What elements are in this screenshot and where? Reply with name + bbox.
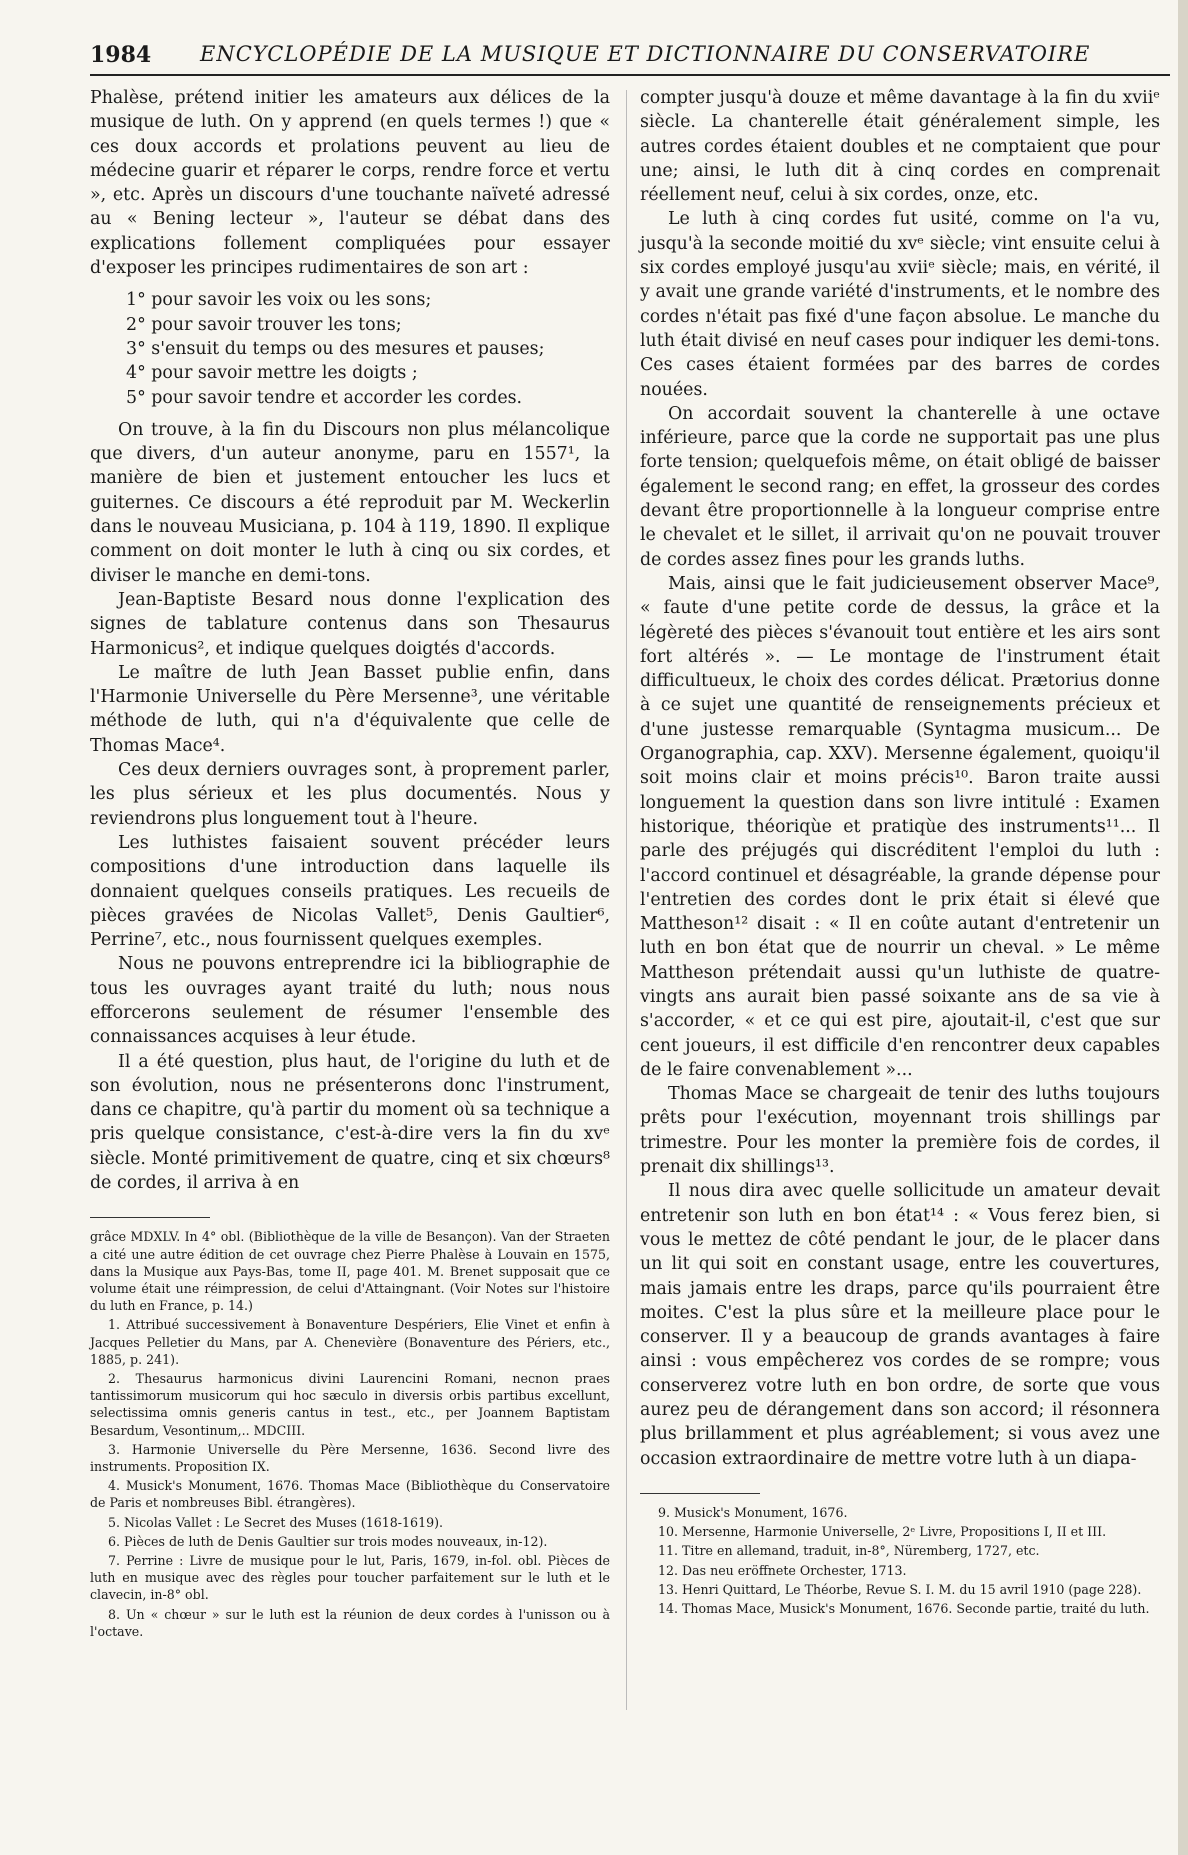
paragraph: Les luthistes faisaient souvent précéder leurs compositions d'une introduction dans laquelle ils donnaient quelques conseils pratiques. Les recueils de pièces gravées de Nicolas Vallet⁵, Denis Gaultier⁶, Perrine⁷, etc., nous fournissent quelques exemples. [90,832,610,951]
paragraph: Nous ne pouvons entreprendre ici la bibliographie de tous les ouvrages ayant traité du luth; nous nous efforcerons seulement de résumer l'ensemble des connaissances acquises à leur étude. [90,954,610,1048]
column-divider [626,90,627,1710]
footnote: 6. Pièces de luth de Denis Gaultier sur trois modes nouveaux, in-12). [108,1533,548,1549]
footnote-separator [640,1493,760,1494]
footnote: 7. Perrine : Livre de musique pour le lut, Paris, 1679, in-fol. obl. Pièces de luth en musique avec des règles pour toucher parfaitement sur le luth et le clavecin, in-8° obl. [90,1553,610,1603]
paragraph: Il a été question, plus haut, de l'origine du luth et de son évolution, nous ne présenterons donc l'instrument, dans ce chapitre, qu'à partir du moment où sa technique a pris quelque consistance, c'est-à-dire vers la fin du xvᵉ siècle. Monté primitivement de quatre, cinq et six chœurs⁸ de cordes, il arriva à en [90,1051,610,1194]
footnote: 2. Thesaurus harmonicus divini Laurencini Romani, necnon praes tantissimorum musicorum qui hoc sæculo in diversis orbis partibus excellunt, selectissima omnis generis cantus in test., etc., per Joannem Baptistam Besardum, Vesontinum,.. MDCIII. [90,1370,610,1438]
footnotes-right [640,1504,1160,1617]
list-item: 5° pour savoir tendre et accorder les cordes. [126,387,523,408]
running-title: ENCYCLOPÉDIE DE LA MUSIQUE ET DICTIONNAIRE DU CONSERVATOIRE [200,42,1091,66]
footnote: 10. Mersenne, Harmonie Universelle, 2ᵉ Livre, Propositions I, II et III. [658,1524,1107,1540]
footnote: 4. Musick's Monument, 1676. Thomas Mace (Bibliothèque du Conservatoire de Paris et nombreuses Bibl. étrangères). [90,1478,610,1511]
paragraph: compter jusqu'à douze et même davantage à la fin du xviiᵉ siècle. La chanterelle était généralement simple, les autres cordes étaient doubles et ne comptaient que pour une; ainsi, le luth dit à cinq cordes en comprenait réellement neuf, celui à six cordes, onze, etc. [640,88,1160,206]
left-column [90,86,610,1642]
page-number: 1984 [90,42,152,68]
footnote: 1. Attribué successivement à Bonaventure Despériers, Elie Vinet et enfin à Jacques Pelletier du Mans, par A. Chenevière (Bonaventure des Périers, etc., 1885, p. 241). [90,1317,610,1367]
footnote: 11. Titre en allemand, traduit, in-8°, Nüremberg, 1727, etc. [658,1543,1040,1559]
footnote: 14. Thomas Mace, Musick's Monument, 1676. Seconde partie, traité du luth. [658,1600,1150,1616]
paragraph: Ces deux derniers ouvrages sont, à proprement parler, les plus sérieux et les plus documentés. Nous y reviendrons plus longuement tout à l'heure. [90,760,610,829]
list-item: 1° pour savoir les voix ou les sons; [126,290,432,311]
paragraph: Le maître de luth Jean Basset publie enfin, dans l'Harmonie Universelle du Père Mersenne³, une véritable méthode de luth, qui n'a d'équivalente que celle de Thomas Mace⁴. [90,662,610,756]
paragraph: On trouve, à la fin du Discours non plus mélancolique que divers, d'un auteur anonyme, paru en 1557¹, la manière de bien et justement entoucher les lucs et guiternes. Ce discours a été reproduit par M. Weckerlin dans le nouveau Musiciana, p. 104 à 119, 1890. Il explique comment on doit monter le luth à cinq ou six cordes, et diviser le manche en demi-tons. [90,419,610,586]
paragraph: Thomas Mace se chargeait de tenir des luths toujours prêts pour l'exécution, moyennant trois shillings par trimestre. Pour les monter la première fois de cordes, il prenait dix shillings¹³. [640,1084,1160,1178]
footnote: grâce MDXLV. In 4° obl. (Bibliothèque de la ville de Besançon). Van der Straeten a cité une autre édition de cet ouvrage chez Pierre Phalèse à Louvain en 1575, dans la Musique aux Pays-Bas, tome II, page 401. M. Brenet supposait que ce volume était une réimpression, de celui d'Attaingnant. (Voir Notes sur l'histoire du luth en France, p. 14.) [90,1229,610,1314]
footnote: 12. Das neu eröffnete Orchester, 1713. [658,1562,907,1578]
paragraph: Il nous dira avec quelle sollicitude un amateur devait entretenir son luth en bon état¹⁴ : « Vous ferez bien, si vous le mettez de côté pendant le jour, de le placer dans un lit qui soit en constant usage, entre les couvertures, mais jamais entre les draps, parce qu'ils pourraient être moites. C'est la plus sûre et la meilleure place pour le conserver. Il y a beaucoup de grands avantages à faire ainsi : vous empêcherez vos cordes de se rompre; vous conserverez votre luth en bon ordre, de sorte que vous aurez peu de dérangement dans son accord; il résonnera plus brillamment et plus agréablement; si vous avez une occasion extraordinaire de mettre votre luth à un diapa- [640,1181,1160,1469]
footnotes-left [90,1228,610,1640]
right-column [640,86,1160,1619]
footnote: 8. Un « chœur » sur le luth est la réunion de deux cordes à l'unisson ou à l'octave. [90,1606,610,1639]
list-item: 2° pour savoir trouver les tons; [126,314,402,335]
footnote: 13. Henri Quittard, Le Théorbe, Revue S. I. M. du 15 avril 1910 (page 228). [658,1581,1142,1597]
footnote: 5. Nicolas Vallet : Le Secret des Muses (1618-1619). [108,1514,444,1530]
list-item: 3° s'ensuit du temps ou des mesures et pauses; [126,338,545,359]
paragraph: Mais, ainsi que le fait judicieusement observer Mace⁹, « faute d'une petite corde de dessus, la grâce et la légèreté des pièces s'évanouit tout entière et les airs sont fort altérés ». — Le montage de l'instrument était difficultueux, le choix des cordes délicat. Prætorius donne à ce sujet une quantité de renseignements précieux et d'une justesse remarquable (Syntagma musicum... De Organographia, cap. XXV). Mersenne également, quoiqu'il soit moins clair et moins précis¹⁰. Baron traite aussi longuement la question dans son livre intitulé : Examen historique, théoriqùe et pratiqùe des instruments¹¹... Il parle des préjugés qui discréditent l'emploi du luth : l'accord continuel et désagréable, la grande dépense pour l'entretien des cordes dont le prix était si élevé que Mattheson¹² disait : « Il en coûte autant d'entretenir un luth en bon état que de nourrir un cheval. » Le même Mattheson prétendait aussi qu'un luthiste de quatre-vingts ans aurait bien passé soixante ans de sa vie à s'accorder, « et ce qui est pire, ajoutait-il, c'est que sur cent joueurs, il est difficile d'en rencontrer deux capables de le faire convenablement »... [640,573,1160,1080]
paragraph: On accordait souvent la chanterelle à une octave inférieure, parce que la corde ne supportait pas une plus forte tension; quelquefois même, on était obligé de baisser également le second rang; en effet, la grosseur des cordes devant être proportionnelle à la longueur comprise entre le chevalet et le sillet, il arrivait qu'on ne pouvait trouver de cordes assez fines pour les grands luths. [640,403,1160,570]
paragraph: Jean-Baptiste Besard nous donne l'explication des signes de tablature contenus dans son Thesaurus Harmonicus², et indique quelques doigtés d'accords. [90,589,610,659]
paragraph: Phalèse, prétend initier les amateurs aux délices de la musique de luth. On y apprend (en quels termes !) que « ces doux accords et prolations peuvent au lieu de médecine guarir et réparer le corps, rendre force et vertu », etc. Après un discours d'une touchante naïveté adressé au « Bening lecteur », l'auteur se débat dans des explications follement compliquées pour essayer d'exposer les principes rudimentaires de son art : [90,88,610,279]
paragraph: Le luth à cinq cordes fut usité, comme on l'a vu, jusqu'à la seconde moitié du xvᵉ siècle; vint ensuite celui à six cordes employé jusqu'au xviiᵉ siècle; mais, en vérité, il y avait une grande variété d'instruments, et le nombre des cordes n'était pas fixé d'une façon absolue. Le manche du luth était divisé en neuf cases pour indiquer les demi-tons. Ces cases étaient formées par des barres de cordes nouées. [640,209,1160,400]
footnote-separator [90,1217,210,1218]
numbered-list [90,288,610,409]
page-header [90,40,1170,76]
page-edge [1178,0,1188,1855]
footnote: 9. Musick's Monument, 1676. [658,1504,848,1520]
footnote: 3. Harmonie Universelle du Père Mersenne, 1636. Second livre des instruments. Proposition IX. [90,1441,610,1474]
list-item: 4° pour savoir mettre les doigts ; [126,363,418,384]
